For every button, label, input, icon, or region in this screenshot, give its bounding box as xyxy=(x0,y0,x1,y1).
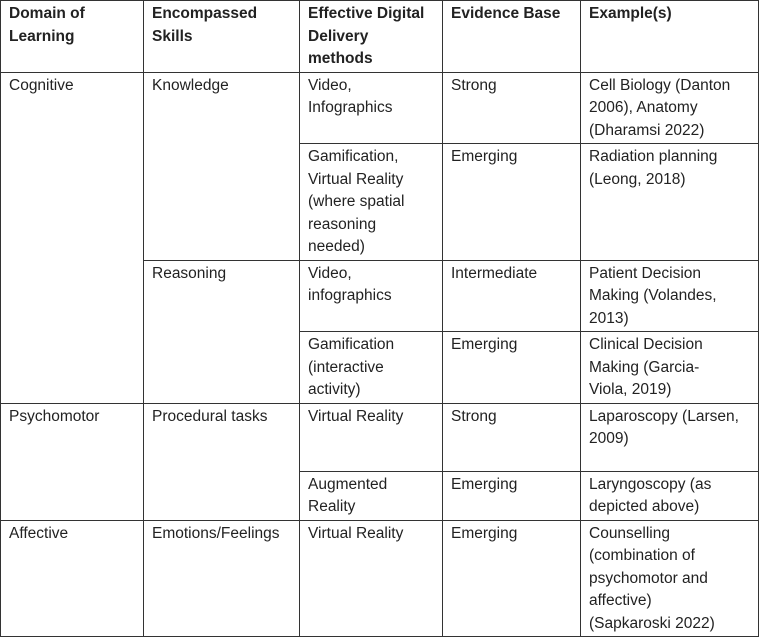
evidence-cell: Intermediate xyxy=(443,260,581,332)
domain-psychomotor: Psychomotor xyxy=(1,403,144,520)
method-cell: Virtual Reality xyxy=(300,520,443,637)
method-cell: Gamification (interactive activity) xyxy=(300,332,443,404)
evidence-cell: Emerging xyxy=(443,332,581,404)
example-cell: Clinical Decision Making (Garcia- Viola, 2019) xyxy=(581,332,759,404)
skill-emotions: Emotions/Feelings xyxy=(144,520,300,637)
table-row xyxy=(1,72,759,144)
evidence-cell: Strong xyxy=(443,403,581,471)
skill-knowledge: Knowledge xyxy=(144,72,300,260)
evidence-cell: Strong xyxy=(443,72,581,144)
example-cell: Laparoscopy (Larsen, 2009) xyxy=(581,403,759,471)
example-cell: Cell Biology (Danton 2006), Anatomy (Dharamsi 2022) xyxy=(581,72,759,144)
method-cell: Video, Infographics xyxy=(300,72,443,144)
example-cell: Laryngoscopy (as depicted above) xyxy=(581,471,759,520)
header-examples: Example(s) xyxy=(581,1,759,73)
table-row xyxy=(1,403,759,471)
domain-affective: Affective xyxy=(1,520,144,637)
header-methods: Effective Digital Delivery methods xyxy=(300,1,443,73)
evidence-cell: Emerging xyxy=(443,144,581,261)
example-cell: Patient Decision Making (Volandes, 2013) xyxy=(581,260,759,332)
skill-reasoning: Reasoning xyxy=(144,260,300,403)
header-domain: Domain of Learning xyxy=(1,1,144,73)
method-cell: Gamification, Virtual Reality (where spatial reasoning needed) xyxy=(300,144,443,261)
evidence-cell: Emerging xyxy=(443,471,581,520)
example-cell: Counselling (combination of psychomotor and affective) (Sapkaroski 2022) xyxy=(581,520,759,637)
header-evidence: Evidence Base xyxy=(443,1,581,73)
example-cell: Radiation planning (Leong, 2018) xyxy=(581,144,759,261)
table-row xyxy=(1,520,759,637)
method-cell: Video, infographics xyxy=(300,260,443,332)
header-skills: Encompassed Skills xyxy=(144,1,300,73)
header-row xyxy=(1,1,759,73)
evidence-cell: Emerging xyxy=(443,520,581,637)
method-cell: Augmented Reality xyxy=(300,471,443,520)
method-cell: Virtual Reality xyxy=(300,403,443,471)
skill-procedural: Procedural tasks xyxy=(144,403,300,520)
domain-cognitive: Cognitive xyxy=(1,72,144,403)
